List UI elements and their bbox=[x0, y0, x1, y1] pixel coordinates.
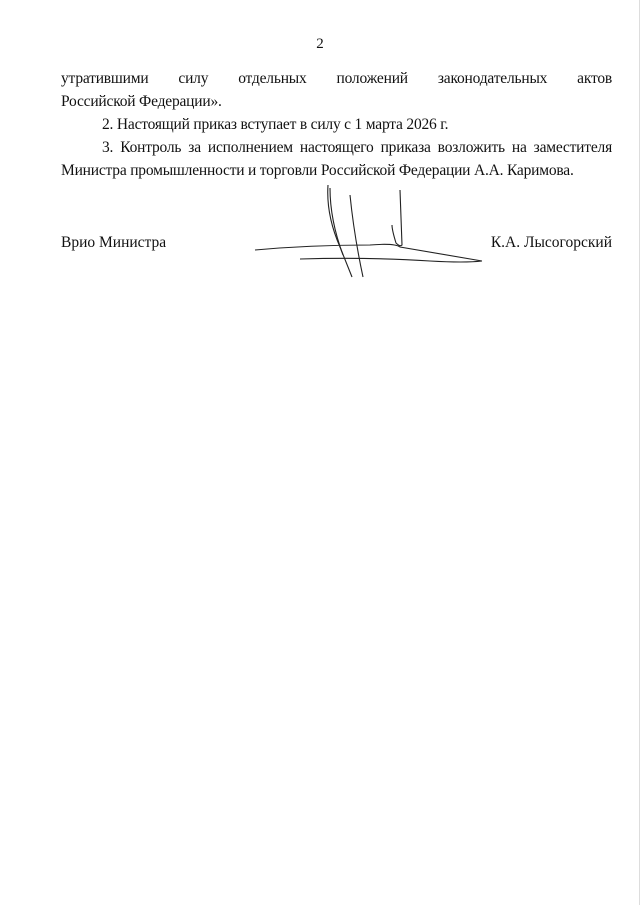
paragraph-continuation-line-2: Российской Федерации». bbox=[61, 93, 222, 110]
item-2: 2. Настоящий приказ вступает в силу с 1 марта 2026 г. bbox=[102, 116, 449, 133]
item-3-line-2: Министра промышленности и торговли Российской Федерации А.А. Каримова. bbox=[61, 162, 574, 179]
paragraph-continuation-line-1: утратившими силу отдельных положений законодательных актов bbox=[61, 70, 612, 87]
handwritten-signature bbox=[250, 185, 490, 280]
page-number: 2 bbox=[316, 36, 324, 52]
signatory-name: К.А. Лысогорский bbox=[490, 234, 612, 251]
signatory-role: Врио Министра bbox=[61, 234, 167, 251]
item-3-line-1: 3. Контроль за исполнением настоящего приказа возложить на заместителя bbox=[102, 139, 612, 156]
